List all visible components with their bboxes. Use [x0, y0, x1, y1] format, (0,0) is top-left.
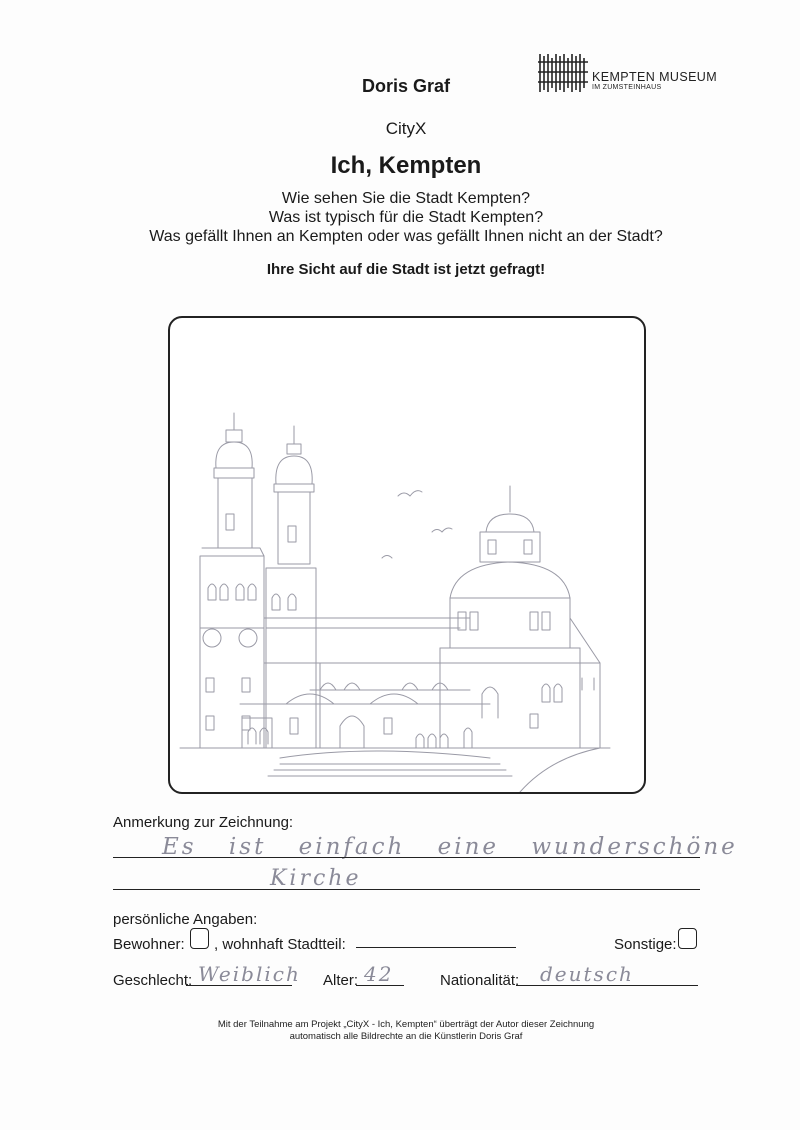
logo-title: KEMPTEN MUSEUM [592, 70, 718, 84]
footer-line-1: Mit der Teilnahme am Projekt „CityX - Ich, Kempten“ überträgt der Autor dieser Zeichnung [217, 1019, 595, 1030]
age-label: Alter: [323, 972, 359, 989]
question-3: Was gefällt Ihnen an Kempten oder was gefällt Ihnen nicht an der Stadt? [149, 228, 663, 245]
remark-label: Anmerkung zur Zeichnung: [113, 814, 294, 831]
remark-line-1[interactable] [113, 857, 700, 858]
church-sketch [170, 318, 644, 792]
footer-line-2: automatisch alle Bildrechte an die Künstlerin Doris Graf [289, 1031, 523, 1042]
resident-checkbox[interactable] [190, 928, 209, 949]
age-value: 42 [364, 962, 394, 986]
age-field[interactable] [356, 985, 404, 986]
nationality-label: Nationalität: [440, 972, 520, 989]
page-title: Ich, Kempten [330, 152, 482, 179]
author-name: Doris Graf [361, 76, 451, 96]
other-label: Sonstige: [614, 936, 677, 953]
callout: Ihre Sicht auf die Stadt ist jetzt gefragt! [266, 261, 546, 278]
remark-line-2[interactable] [113, 889, 700, 890]
question-1: Wie sehen Sie die Stadt Kempten? [281, 190, 531, 207]
other-checkbox[interactable] [678, 928, 697, 949]
resident-label: Bewohner: [113, 936, 185, 953]
gender-field[interactable] [186, 985, 292, 986]
personal-info-label: persönliche Angaben: [113, 911, 258, 928]
remark-line-1-text: Es ist einfach eine wunderschöne [162, 834, 738, 860]
question-2: Was ist typisch für die Stadt Kempten? [268, 209, 544, 226]
drawing-frame [168, 316, 646, 794]
logo-subtitle: IM ZUMSTEINHAUS [592, 84, 662, 91]
gender-label: Geschlecht: [113, 972, 193, 989]
nationality-value: deutsch [540, 962, 634, 986]
nationality-field[interactable] [516, 985, 698, 986]
district-label: , wohnhaft Stadtteil: [214, 936, 346, 953]
gender-value: Weiblich [198, 962, 301, 986]
remark-line-2-text: Kirche [270, 866, 362, 891]
project-name: CityX [385, 119, 427, 138]
district-field[interactable] [356, 947, 516, 948]
